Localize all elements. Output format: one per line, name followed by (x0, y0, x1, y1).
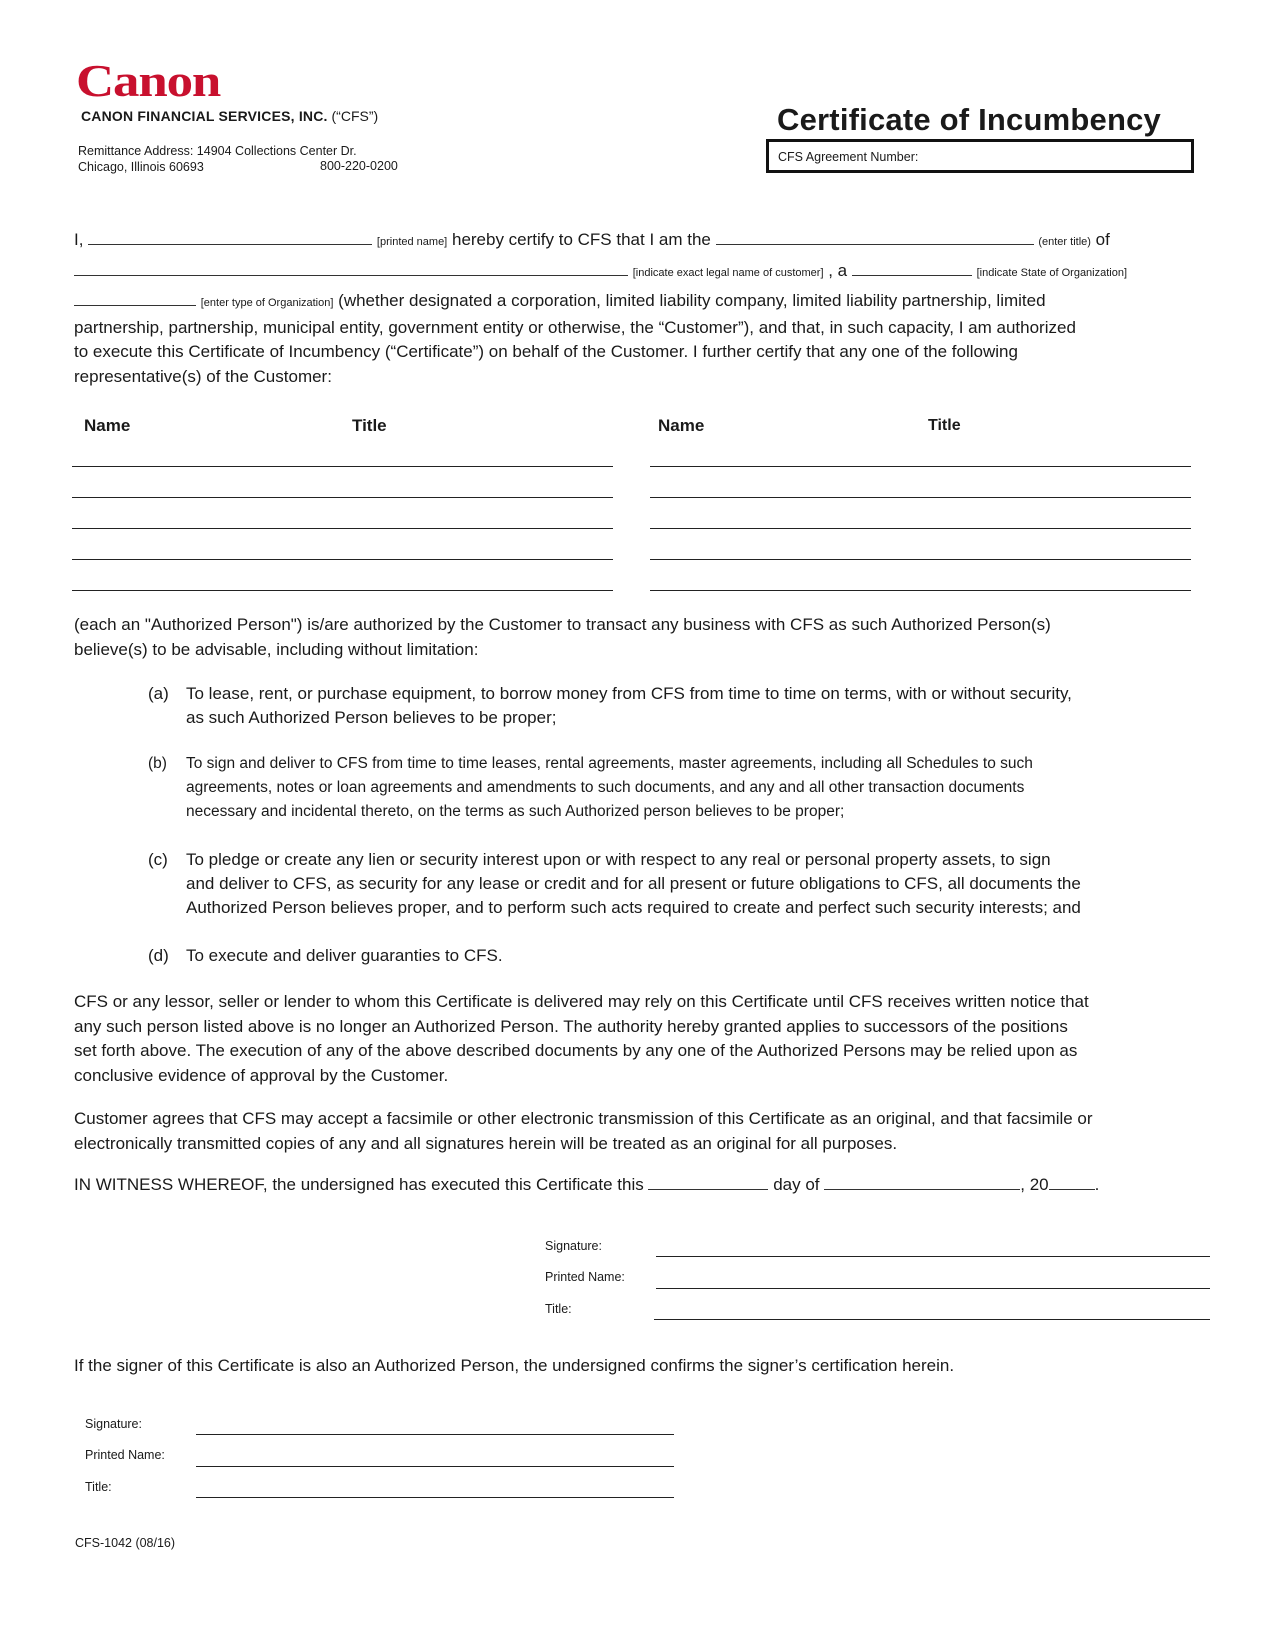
representative-row-left[interactable] (72, 528, 613, 529)
company-name: CANON FINANCIAL SERVICES, INC. (81, 108, 328, 124)
reliance-line2: any such person listed above is no longer an Authorized Person. The authority hereby granted applies to successors of the positions (74, 1016, 1068, 1036)
printed-name-label: Printed Name: (545, 1270, 625, 1284)
facsimile-paragraph (74, 1107, 1204, 1156)
address-line1: Remittance Address: 14904 Collections Center Dr. (78, 144, 357, 158)
facsimile-line1: Customer agrees that CFS may accept a facsimile or other electronic transmission of this Certificate as an original, and that facsimile or (74, 1109, 1093, 1128)
form-code: CFS-1042 (08/16) (75, 1536, 176, 1550)
agreement-number-field[interactable] (766, 139, 1194, 173)
list-item-line: To pledge or create any lien or security interest upon or with respect to any real or personal property assets, to sign (186, 850, 1051, 869)
certify-hereby: hereby certify to CFS that I am the (451, 230, 711, 249)
canon-logo: Canon (76, 55, 221, 106)
right-title-header: Title (928, 417, 961, 434)
day-blank[interactable] (648, 1175, 768, 1190)
witness-day-of: day of (773, 1175, 820, 1194)
printed-name-label: Printed Name: (85, 1448, 165, 1462)
certify-i: I, (74, 230, 84, 249)
representative-row-left[interactable] (72, 497, 613, 498)
representative-row-right[interactable] (650, 497, 1191, 498)
list-item (148, 752, 1188, 827)
list-item-label: (c) (148, 850, 168, 869)
title-label: Title: (545, 1302, 572, 1316)
org-type-blank[interactable] (74, 291, 196, 306)
certify-paragraph-line2: partnership, partnership, municipal entity, government entity or otherwise, the “Customer”), and that, in such capacity, I am authorized (74, 317, 1076, 337)
company-name-line (81, 108, 378, 124)
list-item (148, 682, 1188, 732)
signature-line[interactable] (196, 1434, 674, 1435)
title-line[interactable] (654, 1319, 1210, 1320)
enter-title-hint: (enter title) (1038, 236, 1091, 248)
title-blank[interactable] (716, 230, 1034, 245)
year-blank[interactable] (1049, 1175, 1095, 1190)
left-title-header: Title (352, 416, 387, 435)
list-item-line: To execute and deliver guaranties to CFS. (186, 946, 503, 965)
list-item-line: necessary and incidental thereto, on the terms as such Authorized person believes to be proper; (186, 803, 845, 820)
reliance-line1: CFS or any lessor, seller or lender to whom this Certificate is delivered may rely on this Certificate until CFS receives written notice that (74, 992, 1089, 1011)
authorized-paragraph (74, 613, 1204, 662)
certify-comma-a: , a (828, 261, 848, 280)
representative-row-left[interactable] (72, 559, 613, 560)
representative-row-right[interactable] (650, 528, 1191, 529)
org-type-hint: [enter type of Organization] (200, 297, 334, 309)
certify-paragraph (74, 289, 1194, 389)
reliance-line3: set forth above. The execution of any of the above described documents by any one of the Authorized Persons may be relied upon as (74, 1041, 1078, 1060)
signature-label: Signature: (545, 1239, 602, 1253)
certify-paragraph-line3: to execute this Certificate of Incumbency (“Certificate”) on behalf of the Customer. I further certify that any one of the following (74, 342, 1018, 361)
representative-row-left[interactable] (72, 590, 613, 591)
legal-name-blank[interactable] (74, 261, 628, 276)
signer-note: If the signer of this Certificate is also an Authorized Person, the undersigned confirms the signer’s certification herein. (74, 1356, 955, 1375)
list-item-label: (b) (148, 755, 167, 772)
title-line[interactable] (196, 1497, 674, 1498)
left-name-header: Name (84, 416, 131, 435)
legal-name-hint: [indicate exact legal name of customer] (632, 267, 824, 279)
agreement-number-label: CFS Agreement Number: (778, 150, 919, 164)
signature-line[interactable] (656, 1256, 1210, 1257)
witness-period: . (1094, 1175, 1100, 1194)
authorized-line1: (each an "Authorized Person") is/are authorized by the Customer to transact any business with CFS as such Authorized Person(s) (74, 615, 1051, 634)
list-item-line: agreements, notes or loan agreements and amendments to such documents, and any and all other transaction documents (186, 779, 1025, 796)
certify-paragraph-line4: representative(s) of the Customer: (74, 366, 332, 386)
certify-paragraph-line1: (whether designated a corporation, limited liability company, limited liability partnership, limited (338, 291, 1046, 310)
printed-name-line[interactable] (656, 1288, 1210, 1289)
list-item-line: To sign and deliver to CFS from time to time leases, rental agreements, master agreements, including all Schedules to such (186, 755, 1033, 772)
page-title: Certificate of Incumbency (777, 102, 1161, 137)
witness-line (74, 1173, 1204, 1198)
witness-text: IN WITNESS WHEREOF, the undersigned has executed this Certificate this (74, 1175, 644, 1194)
list-item-label: (d) (148, 946, 169, 965)
authorized-line2: believe(s) to be advisable, including without limitation: (74, 639, 479, 659)
representative-row-right[interactable] (650, 466, 1191, 467)
reliance-paragraph (74, 990, 1204, 1088)
certify-of: of (1095, 230, 1110, 249)
list-item (148, 848, 1188, 923)
certify-line-2 (74, 259, 1194, 286)
remittance-address (78, 143, 357, 175)
representative-row-right[interactable] (650, 590, 1191, 591)
list-item-line: as such Authorized Person believes to be proper; (186, 708, 557, 727)
list-item (148, 944, 1188, 970)
state-blank[interactable] (852, 261, 972, 276)
representative-row-left[interactable] (72, 466, 613, 467)
certify-line-1 (74, 228, 1184, 255)
month-blank[interactable] (824, 1175, 1020, 1190)
company-abbr: (“CFS”) (331, 108, 379, 124)
list-item-label: (a) (148, 684, 169, 703)
witness-year-prefix: , 20 (1020, 1175, 1049, 1194)
list-item-line: Authorized Person believes proper, and to perform such acts required to create and perfect such security interests; and (186, 898, 1081, 917)
facsimile-line2: electronically transmitted copies of any and all signatures herein will be treated as an original for all purposes. (74, 1133, 898, 1153)
printed-name-line[interactable] (196, 1466, 674, 1467)
representative-row-right[interactable] (650, 559, 1191, 560)
right-name-header: Name (658, 416, 705, 435)
address-line2: Chicago, Illinois 60693 (78, 160, 204, 174)
title-label: Title: (85, 1480, 112, 1494)
list-item-line: and deliver to CFS, as security for any lease or credit and for all present or future obligations to CFS, all documents the (186, 874, 1081, 893)
list-item-line: To lease, rent, or purchase equipment, to borrow money from CFS from time to time on terms, with or without security, (186, 684, 1072, 703)
signature-label: Signature: (85, 1417, 142, 1431)
phone-number: 800-220-0200 (320, 159, 398, 173)
printed-name-hint: [printed name] (376, 236, 448, 248)
reliance-line4: conclusive evidence of approval by the Customer. (74, 1065, 449, 1085)
state-hint: [indicate State of Organization] (976, 267, 1128, 279)
printed-name-blank[interactable] (88, 230, 372, 245)
